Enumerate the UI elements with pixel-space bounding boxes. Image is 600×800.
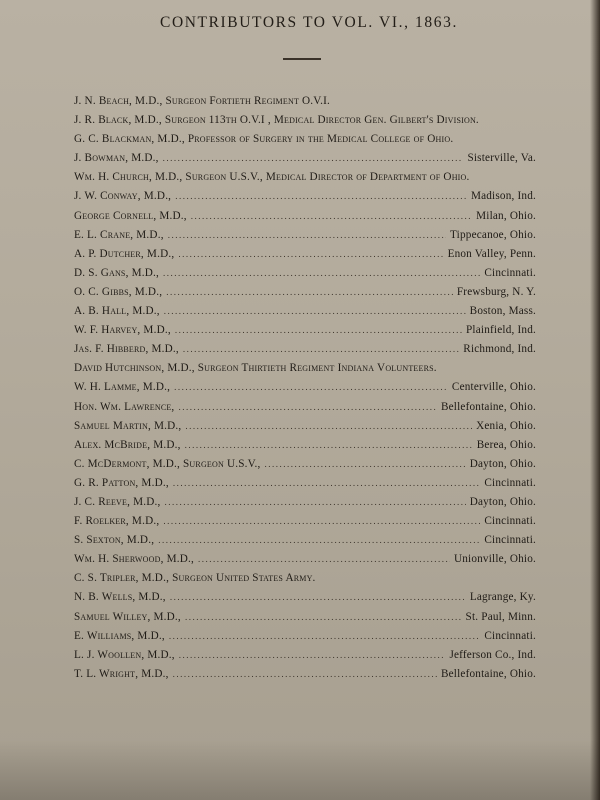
contributor-list [74,92,536,684]
contributor-entry [74,627,536,646]
contributor-name: J. C. Reeve, M.D., [74,495,161,508]
contributor-place: Bellefontaine, Ohio. [440,400,536,413]
contributor-entry [74,207,536,226]
contributor-place: Cincinnati. [484,266,536,279]
dot-leader [164,302,466,321]
contributor-name: Hon. Wm. Lawrence, [74,400,175,413]
contributor-entry [74,264,536,283]
contributor-place: Berea, Ohio. [476,438,536,451]
page-edge-shadow [590,0,600,800]
contributor-entry [74,321,536,340]
dot-leader [174,378,448,397]
contributor-name: O. C. Gibbs, M.D., [74,285,163,298]
contributor-entry [74,474,536,493]
contributor-place: Cincinnati. [484,534,536,547]
contributor-name: S. Sexton, M.D., [74,534,155,547]
heading-rule [283,58,321,60]
contributor-entry [74,569,536,588]
contributor-entry [74,493,536,512]
contributor-name: E. Williams, M.D., [74,629,165,642]
contributor-place: Richmond, Ind. [463,343,536,356]
contributor-name: G. R. Patton, M.D., [74,476,169,489]
contributor-name: Samuel Martin, M.D., [74,419,182,432]
contributor-entry [74,608,536,627]
dot-leader [166,283,453,302]
dot-leader [175,187,467,206]
dot-leader [264,455,465,474]
dot-leader [163,512,480,531]
contributor-entry [74,417,536,436]
contributor-place: Jefferson Co., Ind. [449,648,536,661]
dot-leader [183,340,459,359]
dot-leader [169,627,481,646]
contributor-place: Boston, Mass. [469,305,536,318]
contributor-entry [74,359,536,378]
dot-leader [168,226,446,245]
contributor-entry [74,436,536,455]
contributor-entry [74,149,536,168]
contributor-entry [74,646,536,665]
page-bottom-shadow [0,740,600,800]
contributor-name: David Hutchinson, M.D., Surgeon Thirtieth Regiment Indiana Volunteers. [74,362,437,375]
dot-leader [158,531,480,550]
contributor-name: Jas. F. Hibberd, M.D., [74,343,179,356]
contributor-entry [74,550,536,569]
contributor-name: L. J. Woollen, M.D., [74,648,175,661]
contributor-entry [74,512,536,531]
dot-leader [165,493,466,512]
contributor-entry [74,168,536,187]
contributor-place: Enon Valley, Penn. [447,247,536,260]
contributor-place: Dayton, Ohio. [469,457,536,470]
contributor-entry [74,226,536,245]
contributor-place: Dayton, Ohio. [469,495,536,508]
contributor-place: Cincinnati. [484,515,536,528]
contributor-name: C. S. Tripler, M.D., Surgeon United States Army. [74,572,316,585]
contributor-entry [74,455,536,474]
dot-leader [170,588,466,607]
contributor-entry [74,187,536,206]
contributor-place: Plainfield, Ind. [465,324,536,337]
contributor-place: Bellefontaine, Ohio. [440,667,536,680]
contributor-place: Cincinnati. [484,629,536,642]
contributor-place: Unionville, Ohio. [453,553,536,566]
contributor-entry [74,665,536,684]
contributor-place: Centerville, Ohio. [451,381,536,394]
contributor-place: Tippecanoe, Ohio. [450,228,536,241]
contributor-entry [74,92,536,111]
contributor-name: Alex. McBride, M.D., [74,438,181,451]
contributor-name: J. N. Beach, M.D., Surgeon Fortieth Regiment O.V.I. [74,95,331,107]
contributor-name: T. L. Wright, M.D., [74,667,169,680]
contributor-name: W. F. Harvey, M.D., [74,324,171,337]
contributor-name: W. H. Lamme, M.D., [74,381,171,394]
contributor-name: J. W. Conway, M.D., [74,190,172,203]
contributor-entry [74,283,536,302]
contributor-name: F. Roelker, M.D., [74,515,160,528]
contributor-name: J. Bowman, M.D., [74,152,159,165]
contributor-name: J. R. Black, M.D., Surgeon 113th O.V.I , Medical Director Gen. Gilbert's Division. [74,114,479,127]
dot-leader [185,436,473,455]
contributor-entry [74,398,536,417]
dot-leader [178,245,443,264]
contributor-entry [74,111,536,130]
contributor-place: Frewsburg, N. Y. [456,285,536,298]
contributor-name: D. S. Gans, M.D., [74,266,159,279]
contributor-name: Wm. H. Sherwood, M.D., [74,553,195,566]
contributor-entry [74,340,536,359]
dot-leader [178,398,437,417]
contributor-name: C. McDermont, M.D., Surgeon U.S.V., [74,457,261,470]
contributor-entry [74,245,536,264]
contributor-place: Xenia, Ohio. [476,419,536,432]
contributor-name: G. C. Blackman, M.D., Professor of Surgery in the Medical College of Ohio. [74,133,454,146]
contributor-entry [74,130,536,149]
contributor-name: Samuel Willey, M.D., [74,610,181,623]
contributor-name: A. P. Dutcher, M.D., [74,247,175,260]
contributor-place: Madison, Ind. [470,190,536,203]
contributor-entry [74,302,536,321]
contributor-place: Lagrange, Ky. [469,591,536,604]
contributor-place: Milan, Ohio. [476,209,536,222]
contributor-entry [74,378,536,397]
dot-leader [163,149,464,168]
dot-leader [179,646,446,665]
contributor-entry [74,531,536,550]
contributor-name: A. B. Hall, M.D., [74,305,160,318]
dot-leader [173,474,481,493]
contributor-place: St. Paul, Minn. [465,610,536,623]
contributor-name: N. B. Wells, M.D., [74,591,166,604]
dot-leader [185,608,462,627]
contributor-name: Wm. H. Church, M.D., Surgeon U.S.V., Medical Director of Department of Ohio. [74,171,470,184]
dot-leader [185,417,472,436]
contributor-entry [74,588,536,607]
dot-leader [198,550,450,569]
dot-leader [173,665,437,684]
contributor-name: George Cornell, M.D., [74,209,187,222]
contributor-name: E. L. Crane, M.D., [74,228,164,241]
dot-leader [163,264,480,283]
contributor-place: Cincinnati. [484,476,536,489]
dot-leader [175,321,462,340]
contributor-place: Sisterville, Va. [467,152,536,165]
page-heading: CONTRIBUTORS TO VOL. VI., 1863. [160,14,458,31]
dot-leader [191,207,472,226]
